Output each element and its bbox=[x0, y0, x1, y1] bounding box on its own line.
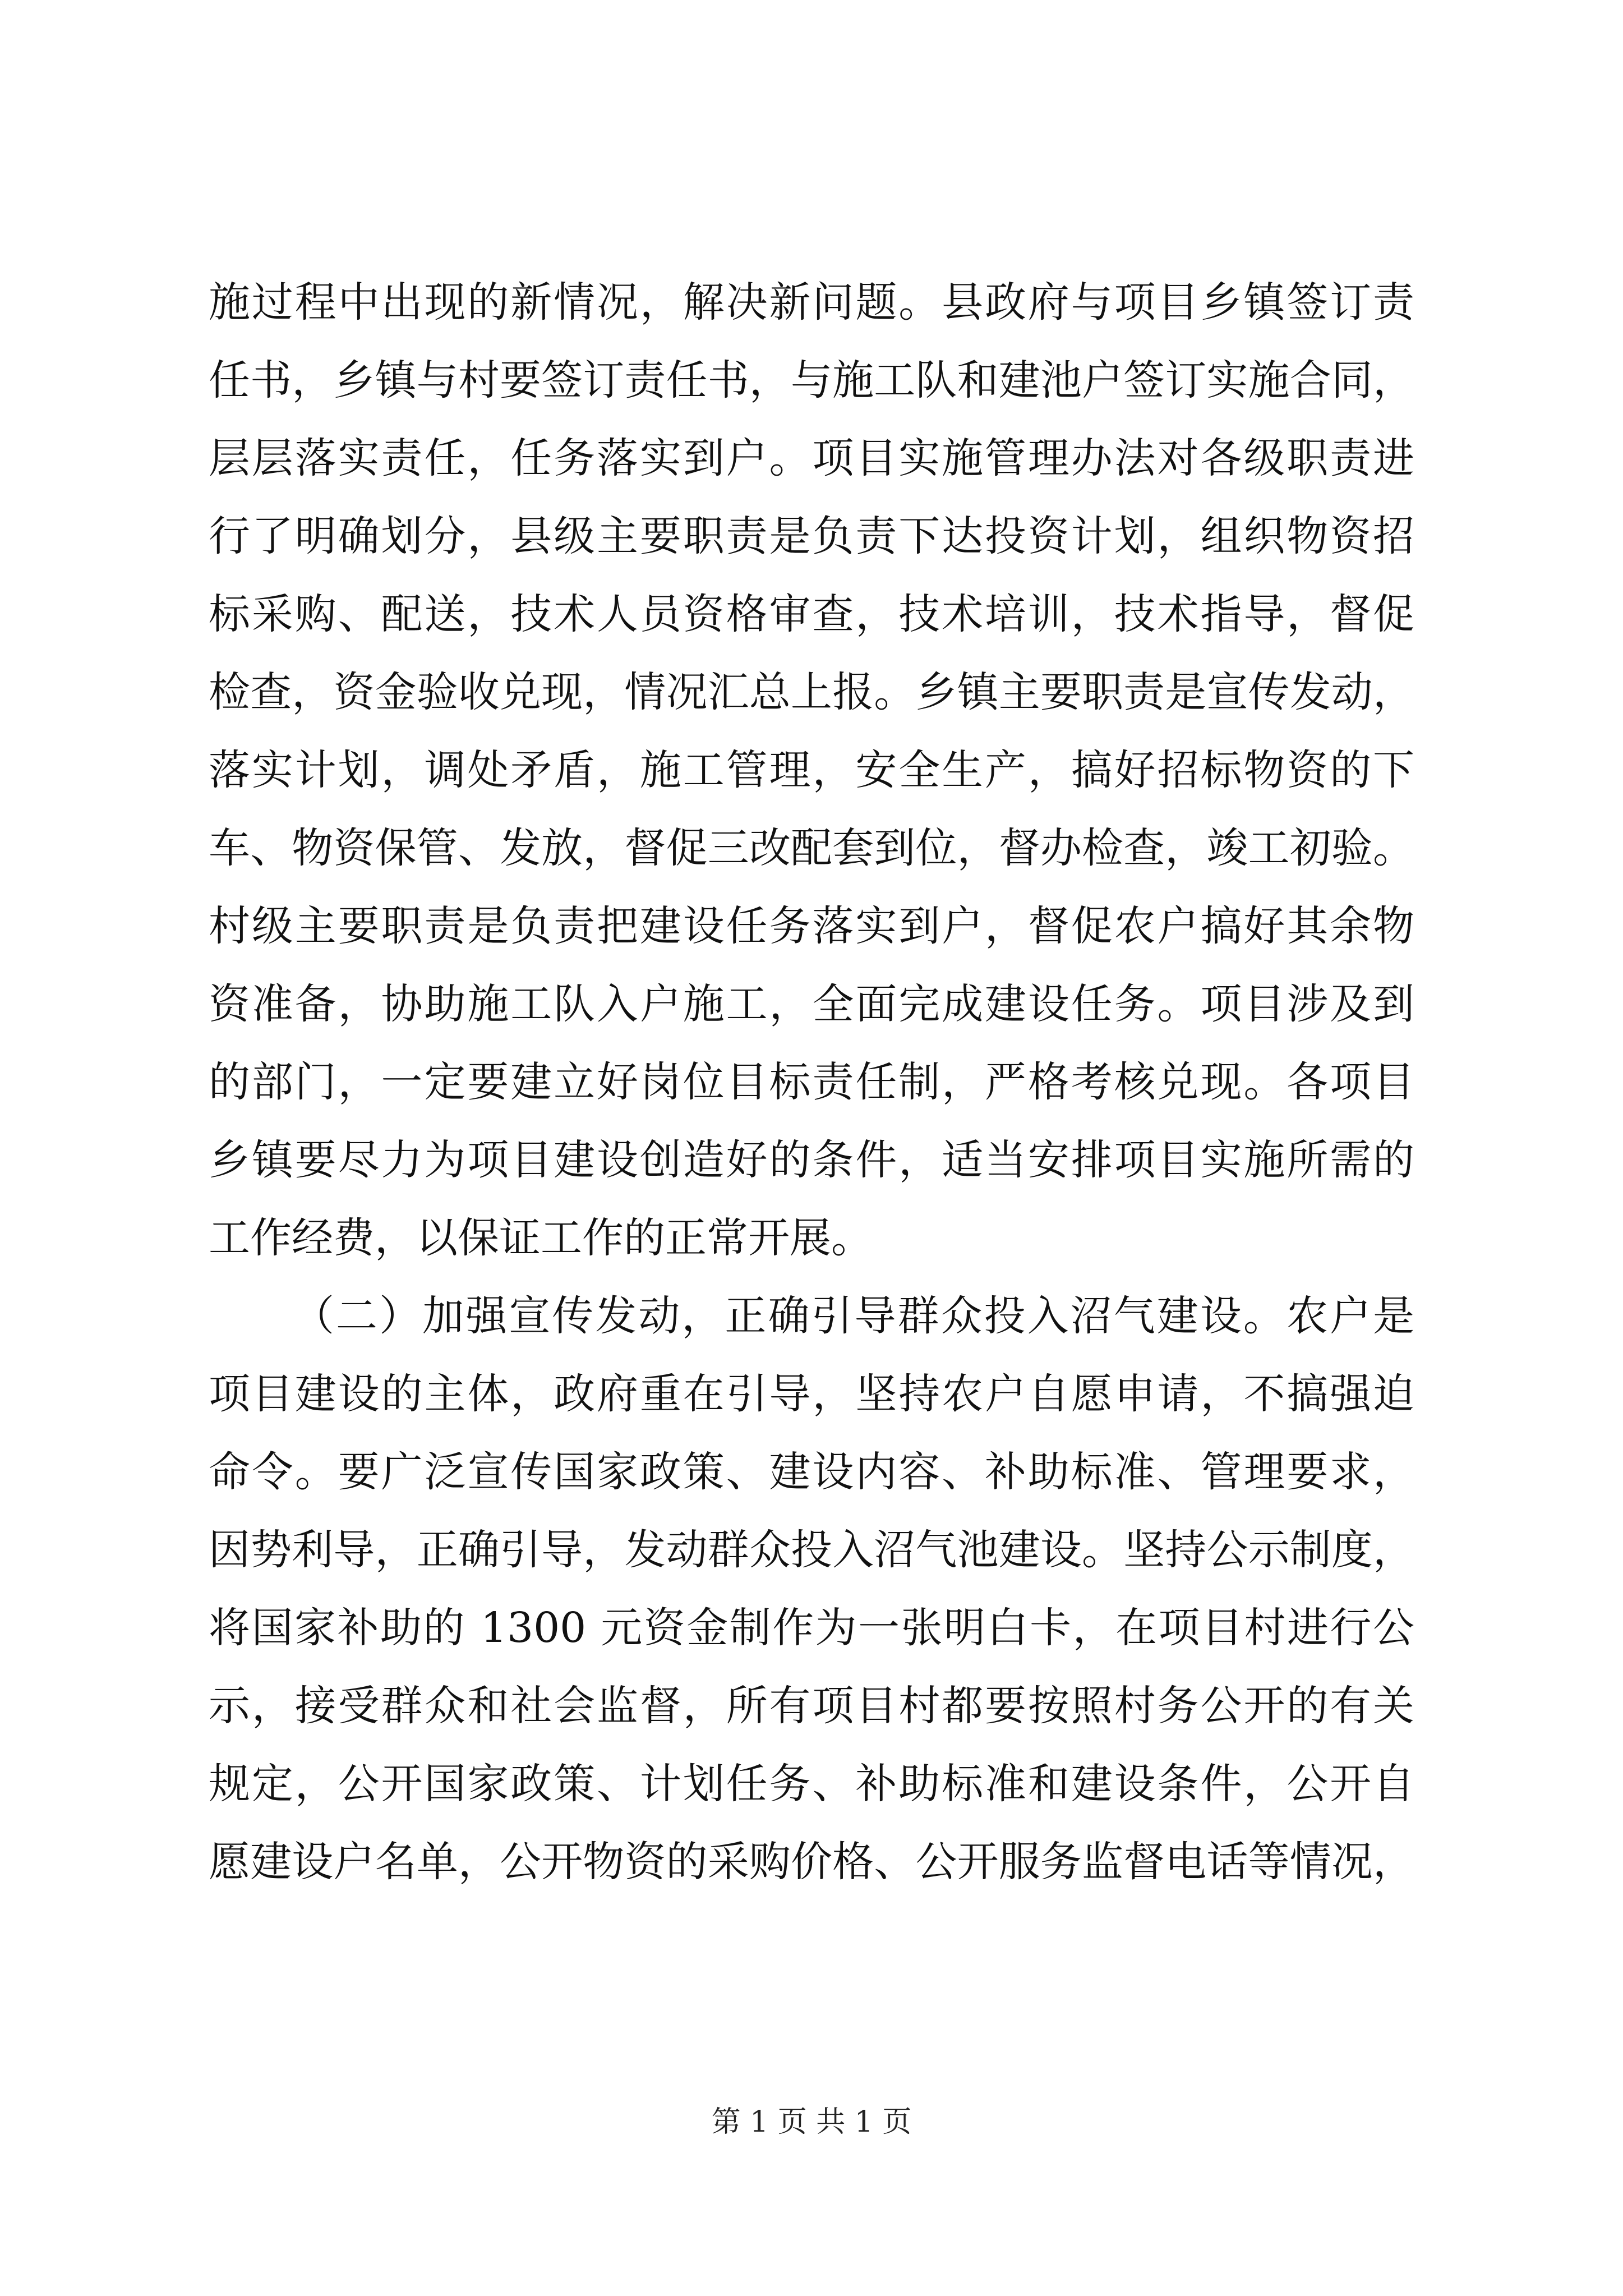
text-line: 层层落实责任，任务落实到户。项目实施管理办法对各级职责进 bbox=[209, 434, 1414, 482]
text-line: 将国家补助的 1300 元资金制作为一张明白卡，在项目村进行公 bbox=[209, 1604, 1414, 1652]
text-line: 命令。要广泛宣传国家政策、建设内容、补助标准、管理要求， bbox=[209, 1448, 1414, 1496]
paragraph-end-line: 工作经费，以保证工作的正常开展。 bbox=[209, 1214, 873, 1262]
page-footer: 第 1 页 共 1 页 bbox=[711, 2105, 912, 2139]
text-line: 检查，资金验收兑现，情况汇总上报。乡镇主要职责是宣传发动， bbox=[209, 668, 1414, 716]
text-line: 的部门，一定要建立好岗位目标责任制，严格考核兑现。各项目 bbox=[209, 1058, 1414, 1106]
section-heading-line: （二）加强宣传发动，正确引导群众投入沼气建设。农户是 bbox=[293, 1292, 1414, 1340]
document-body bbox=[209, 264, 1414, 1901]
text-line: 行了明确划分，县级主要职责是负责下达投资计划，组织物资招 bbox=[209, 512, 1414, 560]
text-line: 任书，乡镇与村要签订责任书，与施工队和建池户签订实施合同， bbox=[209, 356, 1414, 404]
text-line: 示，接受群众和社会监督，所有项目村都要按照村务公开的有关 bbox=[209, 1682, 1414, 1730]
text-line: 愿建设户名单，公开物资的采购价格、公开服务监督电话等情况， bbox=[209, 1838, 1414, 1886]
text-line: 资准备，协助施工队入户施工，全面完成建设任务。项目涉及到 bbox=[209, 980, 1414, 1028]
text-line: 项目建设的主体，政府重在引导，坚持农户自愿申请，不搞强迫 bbox=[209, 1370, 1414, 1418]
text-line: 落实计划，调处矛盾，施工管理，安全生产，搞好招标物资的下 bbox=[209, 746, 1414, 794]
text-line: 标采购、配送，技术人员资格审查，技术培训，技术指导，督促 bbox=[209, 590, 1414, 638]
text-line: 施过程中出现的新情况，解决新问题。县政府与项目乡镇签订责 bbox=[209, 278, 1414, 326]
text-line: 因势利导，正确引导，发动群众投入沼气池建设。坚持公示制度， bbox=[209, 1526, 1414, 1574]
text-line: 规定，公开国家政策、计划任务、补助标准和建设条件，公开自 bbox=[209, 1760, 1414, 1808]
text-line: 车、物资保管、发放，督促三改配套到位，督办检查，竣工初验。 bbox=[209, 824, 1414, 872]
text-line: 村级主要职责是负责把建设任务落实到户，督促农户搞好其余物 bbox=[209, 902, 1414, 950]
text-line: 乡镇要尽力为项目建设创造好的条件，适当安排项目实施所需的 bbox=[209, 1136, 1414, 1184]
